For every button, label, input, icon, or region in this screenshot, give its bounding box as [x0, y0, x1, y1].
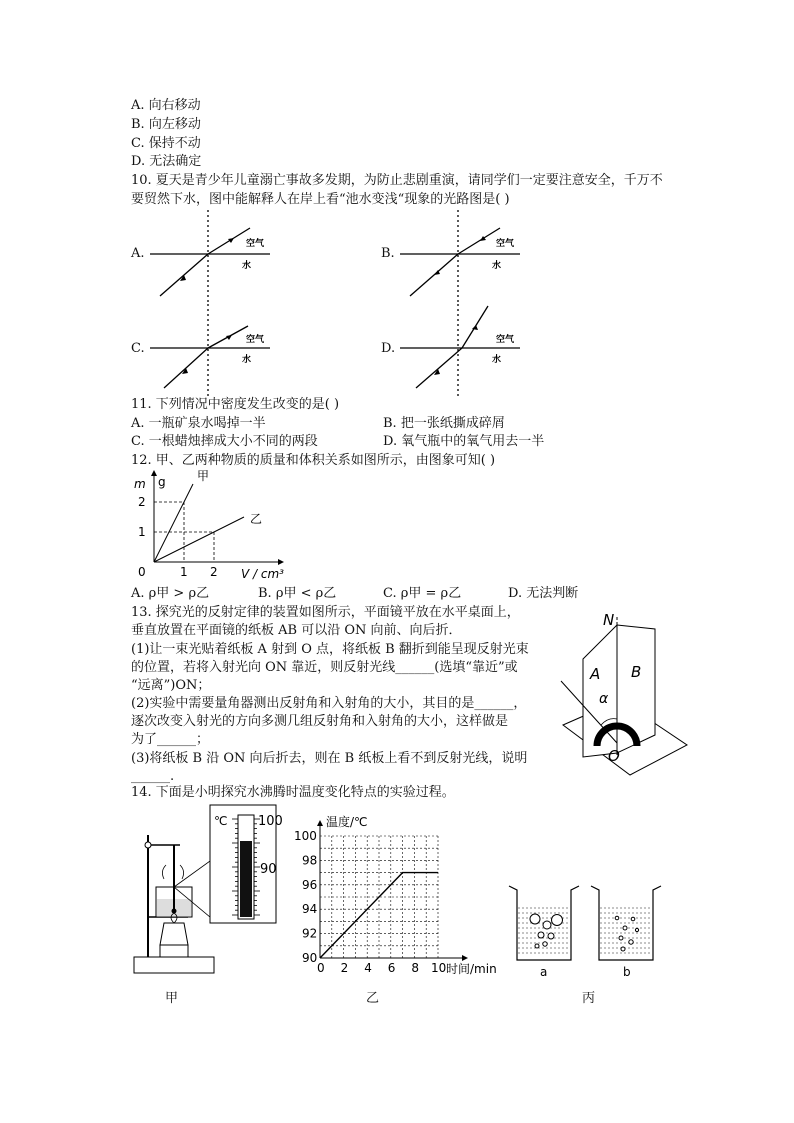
- chart2-y-tick-label: 90: [302, 951, 318, 965]
- chart1-y-tick-label: 2: [138, 495, 146, 509]
- q13-label-b: B: [631, 663, 642, 681]
- chart2-x-tick-label: 0: [317, 961, 325, 975]
- q13-label-a: A: [590, 665, 601, 683]
- q11-option-b: B. 把一张纸撕成碎屑: [383, 416, 505, 431]
- q12-stem: 12. 甲、乙两种物质的质量和体积关系如图所示，由图象可知( ): [131, 453, 496, 468]
- chart2-x-tick-label: 6: [387, 961, 396, 975]
- chart2-y-tick-label: 92: [302, 926, 318, 941]
- q12-option-a: A. ρ甲 > ρ乙: [131, 586, 210, 601]
- q10-diagram-c: [150, 302, 280, 398]
- q14-beaker-a-label: a: [540, 965, 548, 979]
- q10-air-label: 空气: [496, 335, 515, 345]
- q9-option-b: B. 向左移动: [131, 117, 201, 132]
- chart2-y-tick-label: 96: [302, 877, 318, 892]
- q11-option-d: D. 氧气瓶中的氧气用去一半: [383, 434, 545, 449]
- chart2-x-axis-arrow: [462, 955, 468, 961]
- q13-line-3: (1)让一束光贴着纸板 A 射到 O 点，将纸板 B 翻折到能呈现反射光束: [131, 642, 529, 657]
- q13-line-10: ______.: [131, 769, 175, 784]
- q10-stem-line1: 10. 夏天是青少年儿童溺亡事故多发期，为防止悲剧重演，请同学们一定要注意安全，千万不: [131, 173, 663, 188]
- chart1-series-label-1: 乙: [250, 512, 263, 526]
- q10-diagram-d: [400, 302, 530, 398]
- q12-option-b: B. ρ甲 < ρ乙: [258, 586, 337, 601]
- q10-option-a-label: A.: [131, 246, 145, 261]
- q10-diagram-a: [150, 208, 280, 304]
- chart2-x-tick-label: 10: [431, 961, 447, 975]
- q10-option-d-label: D.: [381, 341, 396, 356]
- chart1-series-line-1: [154, 517, 244, 562]
- q13-line-6: (2)实验中需要量角器测出反射角和入射角的大小，其目的是______，: [131, 696, 527, 711]
- chart1-x-tick-label: 2: [210, 565, 218, 579]
- chart1-series-label-0: 甲: [197, 469, 210, 483]
- chart2-y-tick-label: 100: [294, 829, 317, 843]
- beaker-a: [509, 886, 579, 960]
- q10-air-label: 空气: [496, 239, 515, 249]
- q13-label-o: O: [608, 747, 620, 765]
- q12-option-d: D. 无法判断: [508, 586, 579, 601]
- chart1-x-tick-label: 0: [138, 565, 146, 579]
- q12-y-axis-unit: g: [158, 475, 166, 489]
- q13-line-9: (3)将纸板 B 沿 ON 向后折去，则在 B 纸板上看不到反射光线，说明: [131, 751, 528, 766]
- q12-x-axis-label: V / cm³: [241, 567, 284, 581]
- chart2-y-tick-label: 98: [302, 853, 318, 868]
- q14-thermometer-unit: ℃: [214, 814, 228, 828]
- chart1-y-tick-label: 1: [138, 525, 146, 539]
- q10-stem-line2: 要贸然下水，图中能解释人在岸上看“池水变浅“现象的光路图是( ): [131, 192, 510, 207]
- q13-line-7: 逐次改变入射光的方向多测几组反射角和入射角的大小，这样做是: [131, 714, 509, 729]
- q14-temperature-time-chart: [292, 812, 528, 980]
- q11-option-a: A. 一瓶矿泉水喝掉一半: [131, 416, 266, 431]
- q14-caption-bing: 丙: [582, 991, 596, 1006]
- q14-thermometer-tick-100: 100: [258, 814, 283, 829]
- q10-water-label: 水: [492, 355, 502, 365]
- q14-chart-x-axis-label: 时间/min: [446, 962, 497, 976]
- q10-option-c-label: C.: [131, 341, 145, 356]
- q14-beaker-b-label: b: [623, 965, 631, 979]
- q11-stem: 11. 下列情况中密度发生改变的是( ): [131, 397, 340, 412]
- q13-line-5: “远离”)ON；: [131, 678, 211, 693]
- q13-label-n: N: [603, 611, 615, 629]
- chart2-y-tick-label: 94: [302, 902, 318, 917]
- q14-chart-y-axis-label: 温度/℃: [326, 815, 368, 829]
- chart2-y-axis-arrow: [317, 820, 323, 826]
- q12-y-axis-label: m: [134, 477, 146, 491]
- q14-thermometer-tick-90: 90: [260, 862, 277, 877]
- chart1-series-line-0: [154, 484, 193, 562]
- q12-option-c: C. ρ甲 = ρ乙: [383, 586, 462, 601]
- q14-caption-jia: 甲: [165, 991, 179, 1006]
- q10-water-label: 水: [242, 355, 252, 365]
- q9-option-a: A. 向右移动: [131, 98, 201, 113]
- q14-boiling-apparatus-diagram: [130, 805, 285, 980]
- q13-line-1: 13. 探究光的反射定律的装置如图所示，平面镜平放在水平桌面上，: [131, 605, 520, 620]
- chart2-x-tick-label: 2: [340, 961, 349, 975]
- q10-water-label: 水: [242, 261, 252, 271]
- q9-option-c: C. 保持不动: [131, 136, 201, 151]
- q10-diagram-b: [400, 208, 530, 304]
- q13-line-2: 垂直放置在平面镜的纸板 AB 可以沿 ON 向前、向后折．: [131, 623, 462, 638]
- q13-line-4: 的位置，若将入射光向 ON 靠近，则反射光线______(选填“靠近”或: [131, 660, 518, 675]
- q13-line-8: 为了______；: [131, 732, 210, 747]
- q10-option-b-label: B.: [381, 246, 395, 261]
- q14-beakers-diagram: [505, 880, 665, 980]
- beaker-b: [591, 886, 661, 960]
- chart1-x-tick-label: 1: [180, 565, 188, 579]
- q10-air-label: 空气: [246, 335, 265, 345]
- chart2-x-tick-label: 4: [364, 961, 372, 975]
- q14-caption-yi: 乙: [366, 991, 380, 1006]
- q13-reflection-apparatus-diagram: [555, 605, 695, 785]
- q10-water-label: 水: [492, 261, 502, 271]
- q10-air-label: 空气: [246, 239, 265, 249]
- chart2-x-tick-label: 8: [411, 961, 420, 975]
- q14-stem: 14. 下面是小明探究水沸腾时温度变化特点的实验过程。: [131, 785, 455, 800]
- q11-option-c: C. 一根蜡烛摔成大小不同的两段: [131, 434, 318, 449]
- q12-mass-volume-chart: [128, 470, 288, 582]
- q9-option-d: D. 无法确定: [131, 154, 202, 169]
- q13-label-alpha: α: [599, 691, 609, 707]
